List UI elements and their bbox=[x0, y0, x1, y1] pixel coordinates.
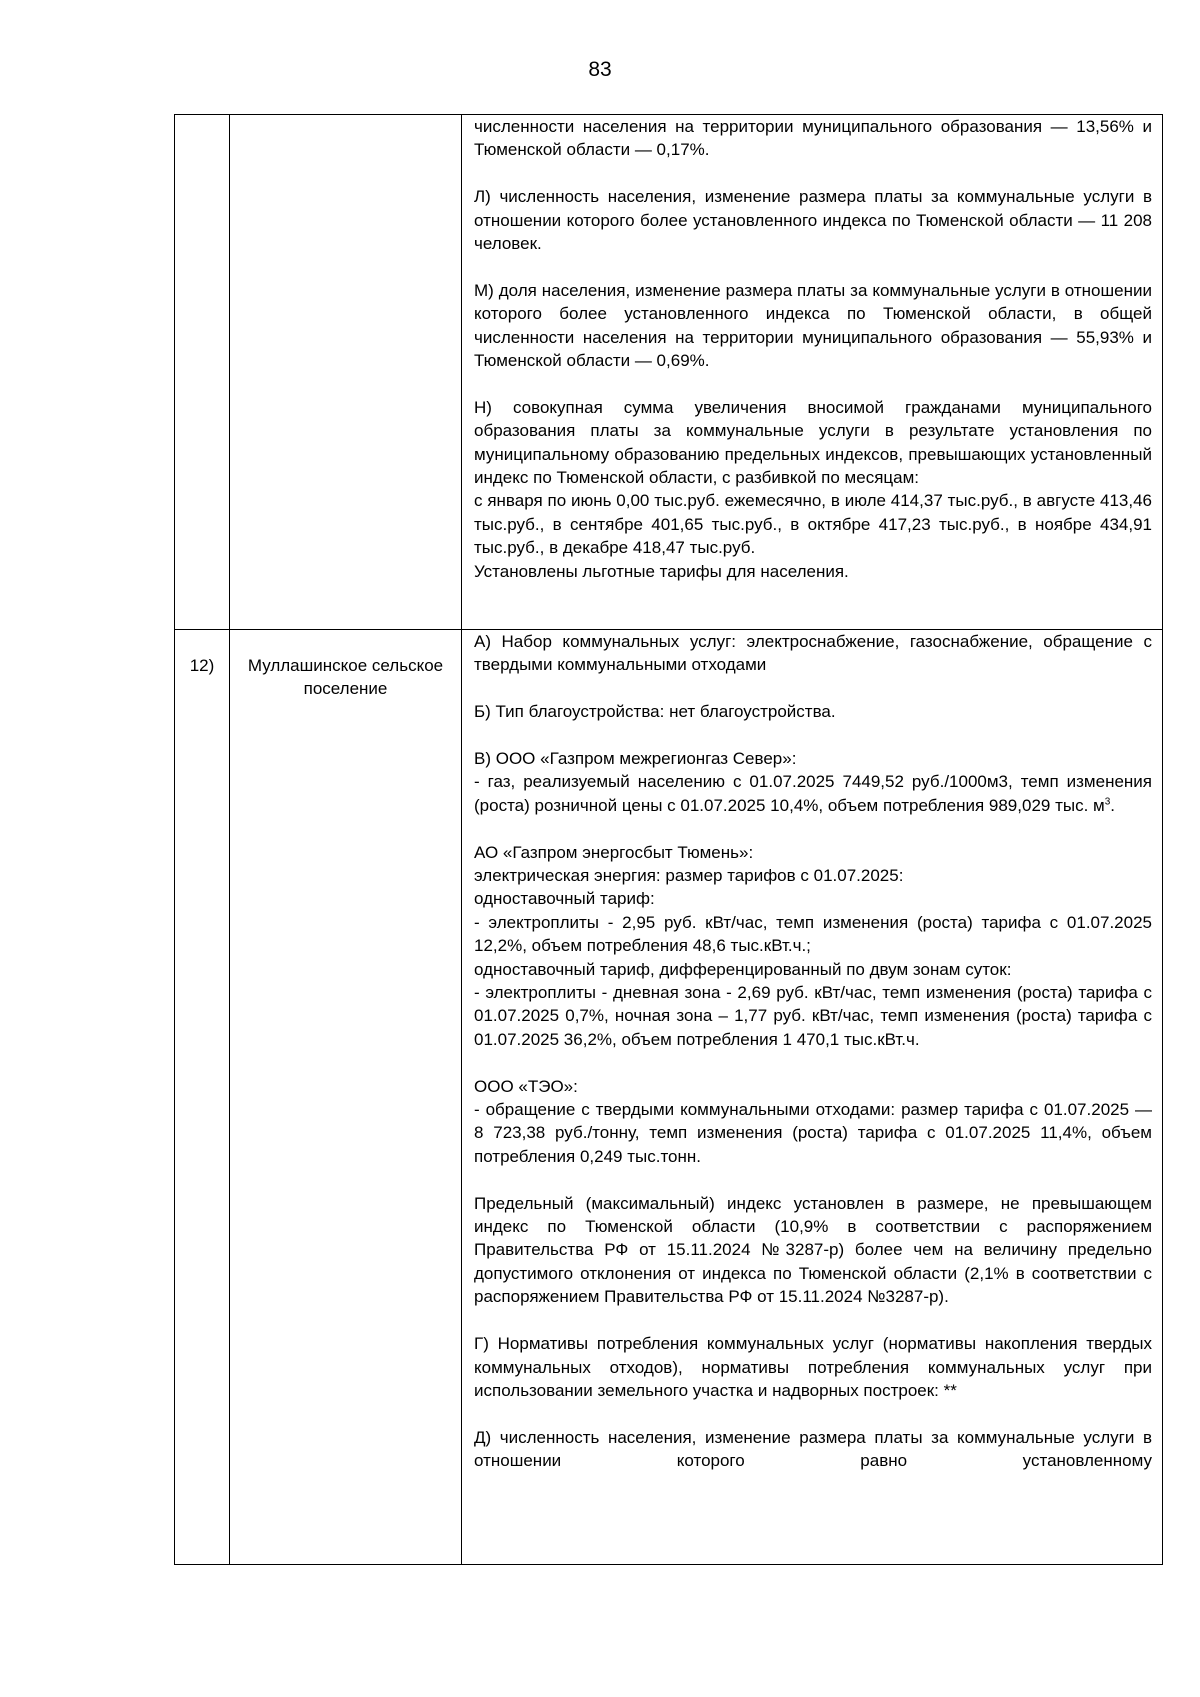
teo-supplier: ООО «ТЭО»: bbox=[474, 1076, 578, 1096]
paragraph-n-benefit: Установлены льготные тарифы для населения. bbox=[474, 561, 849, 581]
paragraph-teo bbox=[474, 1075, 1152, 1169]
paragraph-energy bbox=[474, 841, 1152, 1052]
energy-line-2: одноставочный тариф: bbox=[474, 889, 655, 909]
energy-line-3: - электроплиты - 2,95 руб. кВт/час, темп изменения (роста) тарифа с 01.07.2025 12,2%, объем потребления 48,6 тыс.кВт.ч.; bbox=[474, 912, 1152, 956]
municipality-name: Муллашинское сельское поселение bbox=[247, 656, 444, 699]
energy-supplier: АО «Газпром энергосбыт Тюмень»: bbox=[474, 842, 754, 862]
teo-line-1: - обращение с твердыми коммунальными отходами: размер тарифа с 01.07.2025 — 8 723,38 руб./тонну, темп изменения (роста) тарифа с 01.07.2025 11,4%, объем потребления 0,249 тыс.тонн. bbox=[474, 1100, 1152, 1166]
paragraph-d-text: Д) численность населения, изменение размера платы за коммунальные услуги в отношении которого равно установленному bbox=[474, 1427, 1152, 1471]
energy-line-4: одноставочный тариф, дифференцированный по двум зонам суток: bbox=[474, 959, 1012, 979]
paragraph-a: А) Набор коммунальных услуг: электроснабжение, газоснабжение, обращение с твердыми коммунальными отходами bbox=[474, 632, 1152, 675]
municipality-cell bbox=[230, 115, 462, 630]
gas-tariff-end: . bbox=[1110, 795, 1116, 815]
paragraph-limit-index: Предельный (максимальный) индекс установлен в размере, не превышающем индекс по Тюменской области (10,9% в соответствии с распоряжением Правительства РФ от 15.11.2024 №3287-р) более чем на величину предельно допустимого отклонения от индекса по Тюменской области (2,1% в соответствии с распоряжением Правительства РФ от 15.11.2024 №3287-р). bbox=[474, 1193, 1152, 1307]
row-number: 12) bbox=[189, 656, 215, 675]
row-number-cell bbox=[175, 630, 230, 1565]
paragraph-n-intro: Н) совокупная сумма увеличения вносимой гражданами муниципального образования платы за коммунальные услуги в результате установления по муниципальному образованию предельных индексов, превышающих установленный индекс по Тюменской области, с разбивкой по месяцам: bbox=[474, 397, 1152, 488]
energy-line-5: - электроплиты - дневная зона - 2,69 руб. кВт/час, темп изменения (роста) тарифа с 01.07.2025 0,7%, ночная зона – 1,77 руб. кВт/час, темп изменения (роста) тарифа с 01.07.2025 36,2%, объем потребления 1 470,1 тыс.кВт.ч. bbox=[474, 983, 1152, 1049]
paragraph-g: Г) Нормативы потребления коммунальных услуг (нормативы накопления твердых коммунальных отходов), нормативы потребления коммунальных услуг при использовании земельного участка и надворных построек: ** bbox=[474, 1334, 1152, 1400]
gas-tariff-text: - газ, реализуемый населению с 01.07.2025 7449,52 руб./1000м3, темп изменения (роста) розничной цены с 01.07.2025 10,4%, объем потребления 989,029 тыс. м bbox=[474, 772, 1152, 815]
paragraph-b: Б) Тип благоустройства: нет благоустройства. bbox=[474, 702, 836, 722]
paragraph-n bbox=[474, 396, 1152, 583]
energy-line-1: электрическая энергия: размер тарифов с 01.07.2025: bbox=[474, 866, 904, 886]
row-number-cell bbox=[175, 115, 230, 630]
paragraph-v bbox=[474, 747, 1152, 817]
paragraph-n-months: с января по июнь 0,00 тыс.руб. ежемесячно, в июле 414,37 тыс.руб., в августе 413,46 тыс.руб., в сентябре 401,65 тыс.руб., в октябре 417,23 тыс.руб., в ноябре 434,91 тыс.руб., в декабре 418,47 тыс.руб. bbox=[474, 491, 1152, 558]
table-row bbox=[175, 630, 1163, 1565]
paragraph-m: М) доля населения, изменение размера платы за коммунальные услуги в отношении которого более установленного индекса по Тюменской области, в общей численности населения на территории муниципального образования — 55,93% и Тюменской области — 0,69%. bbox=[474, 280, 1152, 371]
table-row bbox=[175, 115, 1163, 630]
gas-tariff bbox=[474, 770, 1152, 817]
page-number: 83 bbox=[588, 58, 612, 81]
tariff-table bbox=[174, 114, 1163, 1565]
description-cell bbox=[462, 115, 1163, 630]
municipality-cell bbox=[230, 630, 462, 1565]
cubic-superscript: 3 bbox=[1104, 796, 1111, 808]
paragraph-l: Л) численность населения, изменение размера платы за коммунальные услуги в отношении которого более установленного индекса по Тюменской области — 11 208 человек. bbox=[474, 187, 1152, 254]
gas-supplier: В) ООО «Газпром межрегионгаз Север»: bbox=[474, 749, 797, 768]
paragraph-d bbox=[474, 1426, 1152, 1473]
paragraph-population-share-tail: численности населения на территории муниципального образования — 13,56% и Тюменской области — 0,17%. bbox=[474, 117, 1152, 160]
description-cell bbox=[462, 630, 1163, 1565]
